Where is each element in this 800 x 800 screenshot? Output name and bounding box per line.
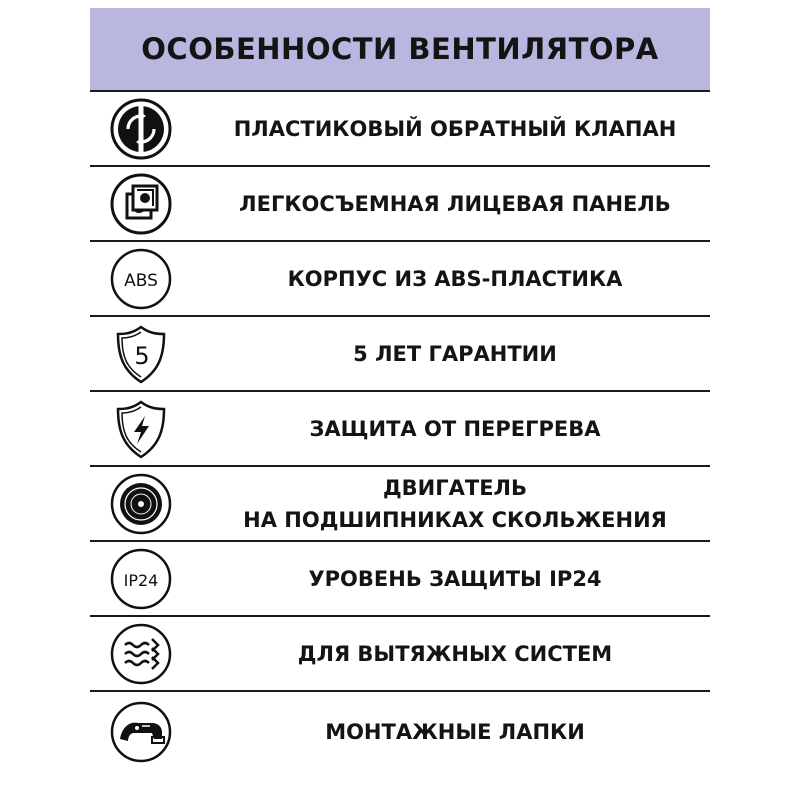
- features-sheet: [90, 8, 710, 792]
- feature-row: [90, 390, 710, 465]
- feature-row: [90, 240, 710, 315]
- svg-text:5: 5: [134, 341, 150, 370]
- feature-row: [90, 540, 710, 615]
- abs-badge-icon: [108, 246, 174, 312]
- feature-label: КОРПУС ИЗ ABS-ПЛАСТИКА: [287, 266, 623, 291]
- feature-row: [90, 315, 710, 390]
- feature-row: [90, 690, 710, 772]
- feature-row: [90, 90, 710, 165]
- removable-panel-icon: [108, 171, 174, 237]
- feature-row: [90, 165, 710, 240]
- feature-label: ДЛЯ ВЫТЯЖНЫХ СИСТЕМ: [297, 641, 613, 666]
- feature-label: ЛЕГКОСЪЕМНАЯ ЛИЦЕВАЯ ПАНЕЛЬ: [239, 191, 671, 216]
- page-title: ОСОБЕННОСТИ ВЕНТИЛЯТОРА: [141, 32, 659, 66]
- feature-row: [90, 615, 710, 690]
- feature-label: УРОВЕНЬ ЗАЩИТЫ IP24: [308, 566, 602, 591]
- header-banner: [90, 8, 710, 90]
- feature-label: ДВИГАТЕЛЬ НА ПОДШИПНИКАХ СКОЛЬЖЕНИЯ: [243, 475, 667, 532]
- ip24-badge-icon: [108, 546, 174, 612]
- feature-label: ПЛАСТИКОВЫЙ ОБРАТНЫЙ КЛАПАН: [233, 116, 677, 141]
- svg-text:ABS: ABS: [124, 270, 158, 291]
- feature-label: МОНТАЖНЫЕ ЛАПКИ: [325, 720, 585, 744]
- features-list: [90, 90, 710, 772]
- check-valve-icon: [108, 96, 174, 162]
- mounting-tabs-icon: [108, 699, 174, 765]
- overheat-shield-icon: [108, 396, 174, 462]
- feature-label: 5 ЛЕТ ГАРАНТИИ: [353, 341, 557, 366]
- warranty-shield-icon: [108, 321, 174, 387]
- feature-row: [90, 465, 710, 540]
- svg-text:IP24: IP24: [123, 570, 159, 590]
- motor-bearing-icon: [108, 471, 174, 537]
- exhaust-airflow-icon: [108, 621, 174, 687]
- feature-label: ЗАЩИТА ОТ ПЕРЕГРЕВА: [309, 416, 601, 441]
